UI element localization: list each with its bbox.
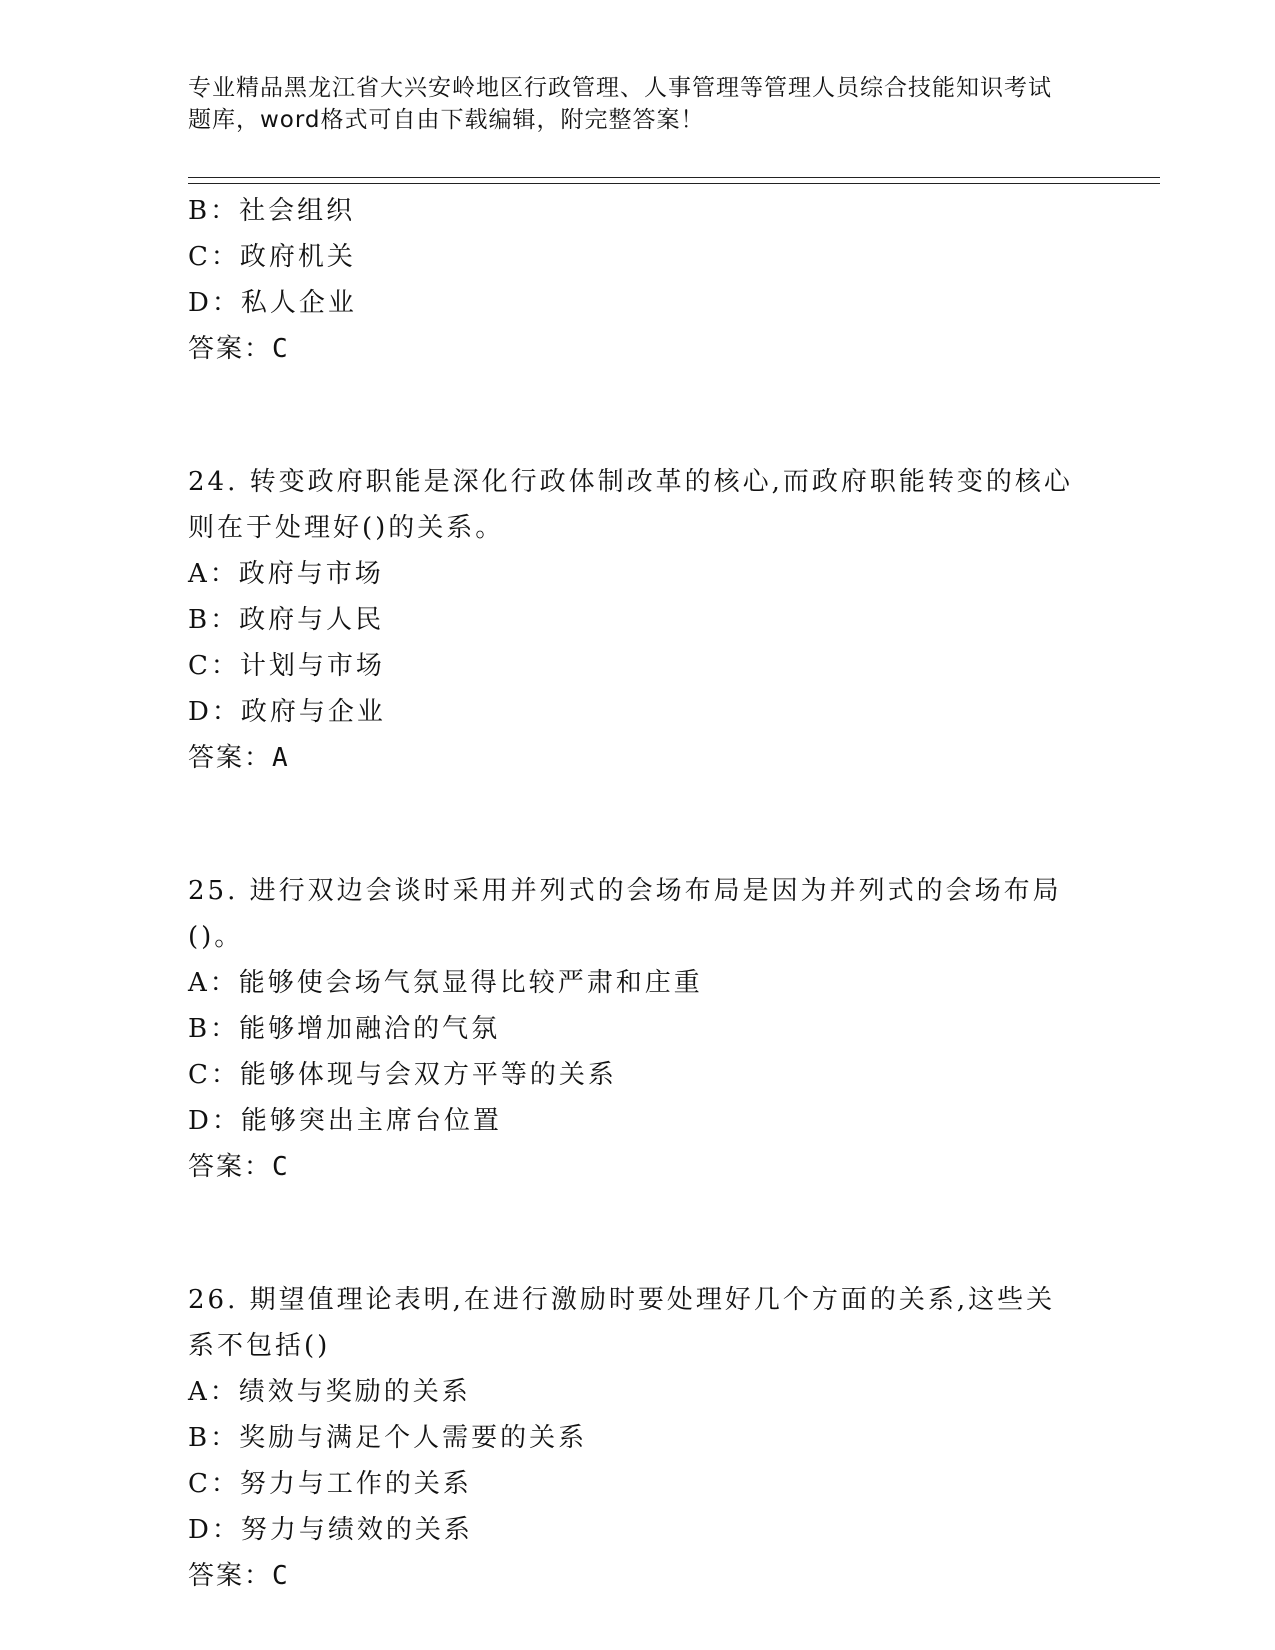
spacer (188, 781, 1088, 868)
answer-label: 答案： (188, 1561, 273, 1591)
answer-line (188, 1553, 1088, 1599)
answer-value: C (272, 1561, 289, 1591)
answer-label: 答案： (188, 1152, 273, 1182)
spacer (188, 1190, 1088, 1277)
answer-value: C (272, 334, 289, 364)
option-b: B：奖励与满足个人需要的关系 (188, 1423, 588, 1453)
answer-line (188, 735, 1088, 781)
option-c: C：努力与工作的关系 (188, 1469, 472, 1499)
answer-value: C (272, 1152, 289, 1182)
question-block-25 (188, 868, 1088, 1190)
answer-label: 答案： (188, 334, 273, 364)
option-d: D：政府与企业 (188, 697, 386, 727)
option-a: A：能够使会场气氛显得比较严肃和庄重 (188, 968, 703, 998)
question-text-line-1: 24. 转变政府职能是深化行政体制改革的核心,而政府职能转变的核心 (188, 467, 1073, 497)
option-d: D：努力与绩效的关系 (188, 1515, 473, 1545)
question-text-line-2: ()。 (188, 922, 244, 952)
question-text-line-2: 则在于处理好()的关系。 (188, 513, 505, 543)
option-c: C：政府机关 (188, 242, 356, 272)
option-b: B：社会组织 (188, 196, 356, 226)
option-c: C：计划与市场 (188, 651, 385, 681)
question-text-line-1: 26. 期望值理论表明,在进行激励时要处理好几个方面的关系,这些关 (188, 1285, 1056, 1315)
header-line-1: 专业精品黑龙江省大兴安岭地区行政管理、人事管理等管理人员综合技能知识考试 (188, 75, 1052, 101)
question-block-24 (188, 459, 1088, 781)
option-d: D：私人企业 (188, 288, 357, 318)
document-header (188, 72, 1088, 136)
option-a: A：政府与市场 (188, 559, 384, 589)
option-c: C：能够体现与会双方平等的关系 (188, 1060, 617, 1090)
answer-line (188, 326, 1088, 372)
question-text-line-2: 系不包括() (188, 1331, 331, 1361)
option-d: D：能够突出主席台位置 (188, 1106, 502, 1136)
question-text-line-1: 25. 进行双边会谈时采用并列式的会场布局是因为并列式的会场布局 (188, 876, 1062, 906)
header-line-2: 题库，word格式可自由下载编辑，附完整答案！ (188, 107, 705, 133)
header-divider-bottom (188, 183, 1160, 184)
question-list (188, 188, 1088, 1599)
option-a: A：绩效与奖励的关系 (188, 1377, 471, 1407)
option-b: B：能够增加融洽的气氛 (188, 1014, 501, 1044)
answer-line (188, 1144, 1088, 1190)
option-b: B：政府与人民 (188, 605, 385, 635)
answer-label: 答案： (188, 743, 273, 773)
question-block-26 (188, 1277, 1088, 1599)
question-block-partial (188, 188, 1088, 372)
header-divider-top (188, 177, 1160, 178)
spacer (188, 372, 1088, 459)
answer-value: A (272, 743, 289, 773)
